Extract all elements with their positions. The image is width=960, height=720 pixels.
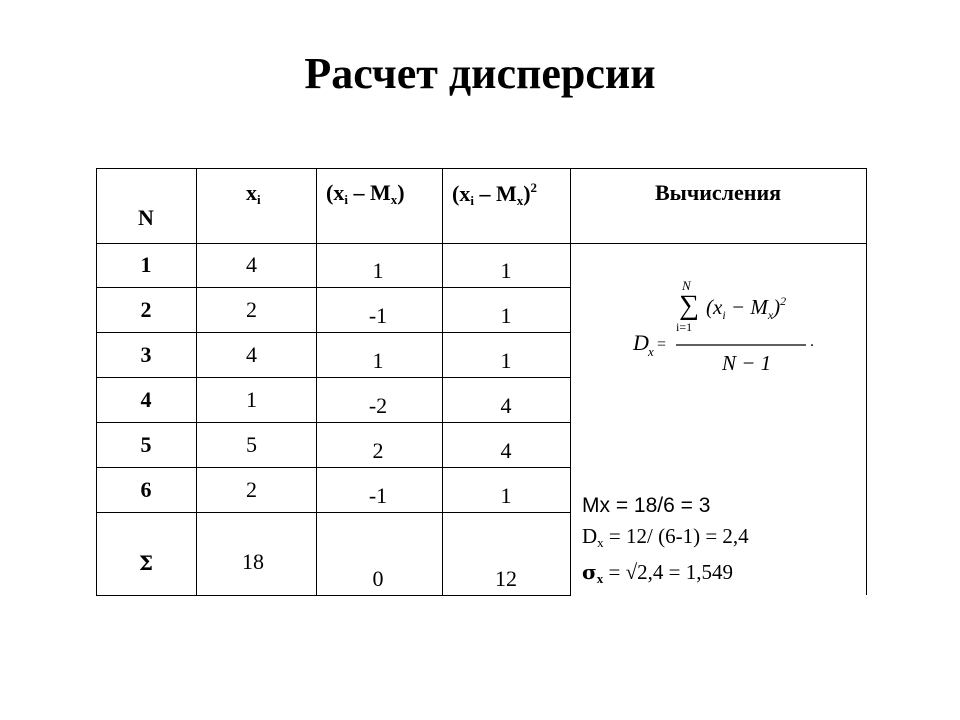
row-number: 5 — [140, 432, 152, 457]
row-deviation: -2 — [368, 393, 388, 418]
row-deviation: 1 — [372, 348, 384, 373]
sum-upper-limit: N — [682, 278, 691, 293]
svg-text:.: . — [810, 333, 814, 350]
header-x: $x_i$ — [246, 180, 261, 207]
row-squared-deviation: 1 — [500, 303, 512, 328]
row-x-value: 2 — [246, 297, 257, 322]
header-deviation: $(x_i - M_x)$ — [326, 180, 405, 207]
row-squared-deviation: 1 — [500, 483, 512, 508]
row-number: 4 — [140, 387, 152, 412]
summation-icon: ∑ — [679, 290, 699, 321]
row-x-value: 4 — [246, 342, 257, 367]
row-squared-deviation: 1 — [500, 348, 512, 373]
row-deviation: 2 — [372, 438, 384, 463]
total-x: 18 — [242, 549, 264, 574]
header-squared-deviation: $(x_i - M_x)^2$ — [452, 180, 538, 208]
row-number: 2 — [140, 297, 152, 322]
row-deviation: -1 — [368, 483, 388, 508]
row-deviation: -1 — [368, 303, 388, 328]
row-number: 3 — [140, 342, 152, 367]
row-squared-deviation: 4 — [500, 438, 512, 463]
row-squared-deviation: 1 — [500, 258, 512, 283]
formula-lhs-sub: x — [648, 344, 654, 359]
row-x-value: 5 — [246, 432, 257, 457]
header-calculations: Вычисления — [654, 180, 782, 205]
variance-formula — [628, 274, 828, 374]
row-deviation: 1 — [372, 258, 384, 283]
sigma-icon: σ — [582, 560, 597, 584]
formula-lhs: D — [633, 330, 649, 355]
total-deviation: 0 — [372, 566, 384, 591]
row-x-value: 1 — [246, 387, 257, 412]
mx-calculation: Mx = 18/6 = 3 — [582, 494, 711, 517]
row-number: 1 — [140, 252, 152, 277]
page-title: Расчет дисперсии — [304, 49, 656, 98]
dx-calculation: $D_x = 12/$ (6-1) = 2,4 — [582, 524, 749, 550]
sum-symbol: Σ — [138, 551, 154, 575]
total-squared-deviation: 12 — [495, 566, 517, 591]
sum-lower-limit: i=1 — [676, 320, 693, 334]
formula-denominator: N − 1 — [722, 351, 772, 374]
row-x-value: 2 — [246, 477, 257, 502]
row-squared-deviation: 4 — [500, 393, 512, 418]
row-x-value: 4 — [246, 252, 257, 277]
formula-numerator: $(x_i - M_x)^2$ — [706, 294, 787, 322]
sigma-calculation: $\sigma_x = √2,4 = 1,549$ — [582, 560, 733, 586]
row-number: 6 — [140, 477, 152, 502]
svg-text:=: = — [657, 336, 667, 353]
header-n: N — [138, 205, 154, 230]
